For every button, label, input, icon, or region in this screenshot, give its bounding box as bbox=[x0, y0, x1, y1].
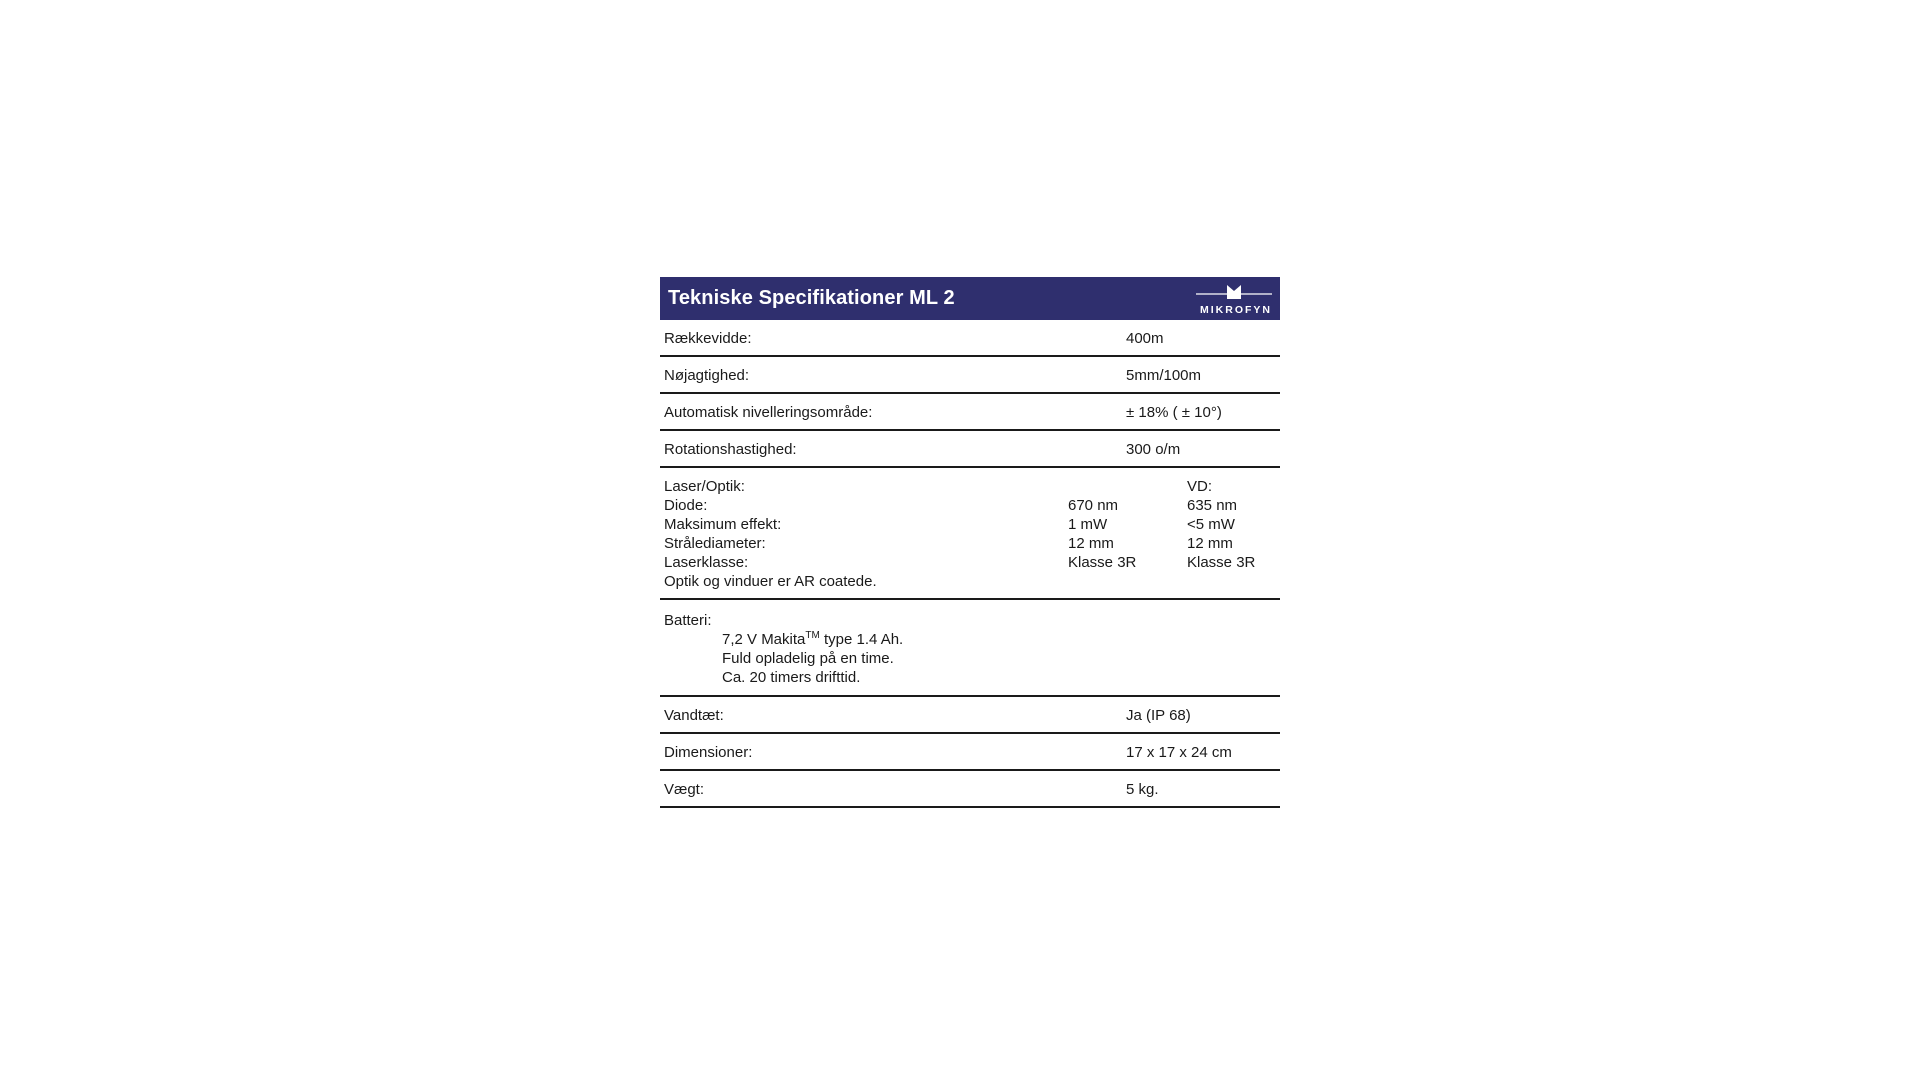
battery-heading: Batteri: bbox=[664, 612, 712, 629]
laser-label: Diode: bbox=[664, 497, 708, 514]
mikrofyn-logo-icon bbox=[1194, 281, 1274, 303]
spec-label: Rotationshastighed: bbox=[664, 441, 797, 458]
laser-label: Laserklasse: bbox=[664, 554, 749, 571]
battery-type-prefix: 7,2 V Makita bbox=[722, 631, 806, 648]
logo-text: MIKROFYN bbox=[1200, 304, 1272, 316]
laser-standard-value: 670 nm bbox=[1068, 497, 1119, 514]
spec-value: 5mm/100m bbox=[1126, 367, 1202, 384]
laser-vd-value: 12 mm bbox=[1187, 535, 1233, 552]
spec-sheet bbox=[660, 277, 1280, 808]
page-title: Tekniske Specifikationer ML 2 bbox=[668, 287, 955, 309]
spec-label: Vandtæt: bbox=[664, 707, 724, 724]
battery-type-suffix: type 1.4 Ah. bbox=[819, 631, 904, 648]
spec-value: 400m bbox=[1126, 330, 1164, 347]
laser-vd-value: Klasse 3R bbox=[1187, 554, 1256, 571]
spec-row-rotation bbox=[660, 431, 1280, 468]
laser-standard-value: 1 mW bbox=[1068, 516, 1108, 533]
spec-row-weight bbox=[660, 771, 1280, 808]
battery-type bbox=[722, 630, 903, 649]
spec-label: Rækkevidde: bbox=[664, 330, 752, 347]
spec-row-dimensions bbox=[660, 734, 1280, 771]
laser-standard-value: Klasse 3R bbox=[1068, 554, 1137, 571]
battery-runtime: Ca. 20 timers drifttid. bbox=[722, 669, 861, 686]
spec-row-waterproof bbox=[660, 697, 1280, 734]
laser-note: Optik og vinduer er AR coatede. bbox=[664, 573, 877, 590]
laser-label: Maksimum effekt: bbox=[664, 516, 782, 533]
spec-label: Automatisk nivelleringsområde: bbox=[664, 404, 873, 421]
spec-value: 17 x 17 x 24 cm bbox=[1126, 744, 1232, 761]
mikrofyn-logo bbox=[1194, 281, 1274, 317]
spec-header bbox=[660, 277, 1280, 320]
spec-row-accuracy bbox=[660, 357, 1280, 394]
spec-label: Nøjagtighed: bbox=[664, 367, 750, 384]
spec-value: 300 o/m bbox=[1126, 441, 1181, 458]
battery-charge-time: Fuld opladelig på en time. bbox=[722, 650, 894, 667]
laser-heading: Laser/Optik: bbox=[664, 478, 745, 495]
spec-label: Vægt: bbox=[664, 781, 705, 798]
spec-value: Ja (IP 68) bbox=[1126, 707, 1191, 724]
laser-vd-heading: VD: bbox=[1187, 478, 1213, 495]
spec-value: ± 18% ( ± 10°) bbox=[1126, 404, 1222, 421]
spec-row-leveling-range bbox=[660, 394, 1280, 431]
spec-row-laser bbox=[660, 468, 1280, 600]
laser-vd-value: <5 mW bbox=[1187, 516, 1235, 533]
spec-row-range bbox=[660, 320, 1280, 357]
spec-label: Dimensioner: bbox=[664, 744, 753, 761]
laser-standard-value: 12 mm bbox=[1068, 535, 1114, 552]
trademark-mark: TM bbox=[805, 630, 820, 641]
laser-vd-value: 635 nm bbox=[1187, 497, 1238, 514]
spec-value: 5 kg. bbox=[1126, 781, 1159, 798]
spec-row-battery bbox=[660, 600, 1280, 697]
laser-label: Strålediameter: bbox=[664, 535, 766, 552]
